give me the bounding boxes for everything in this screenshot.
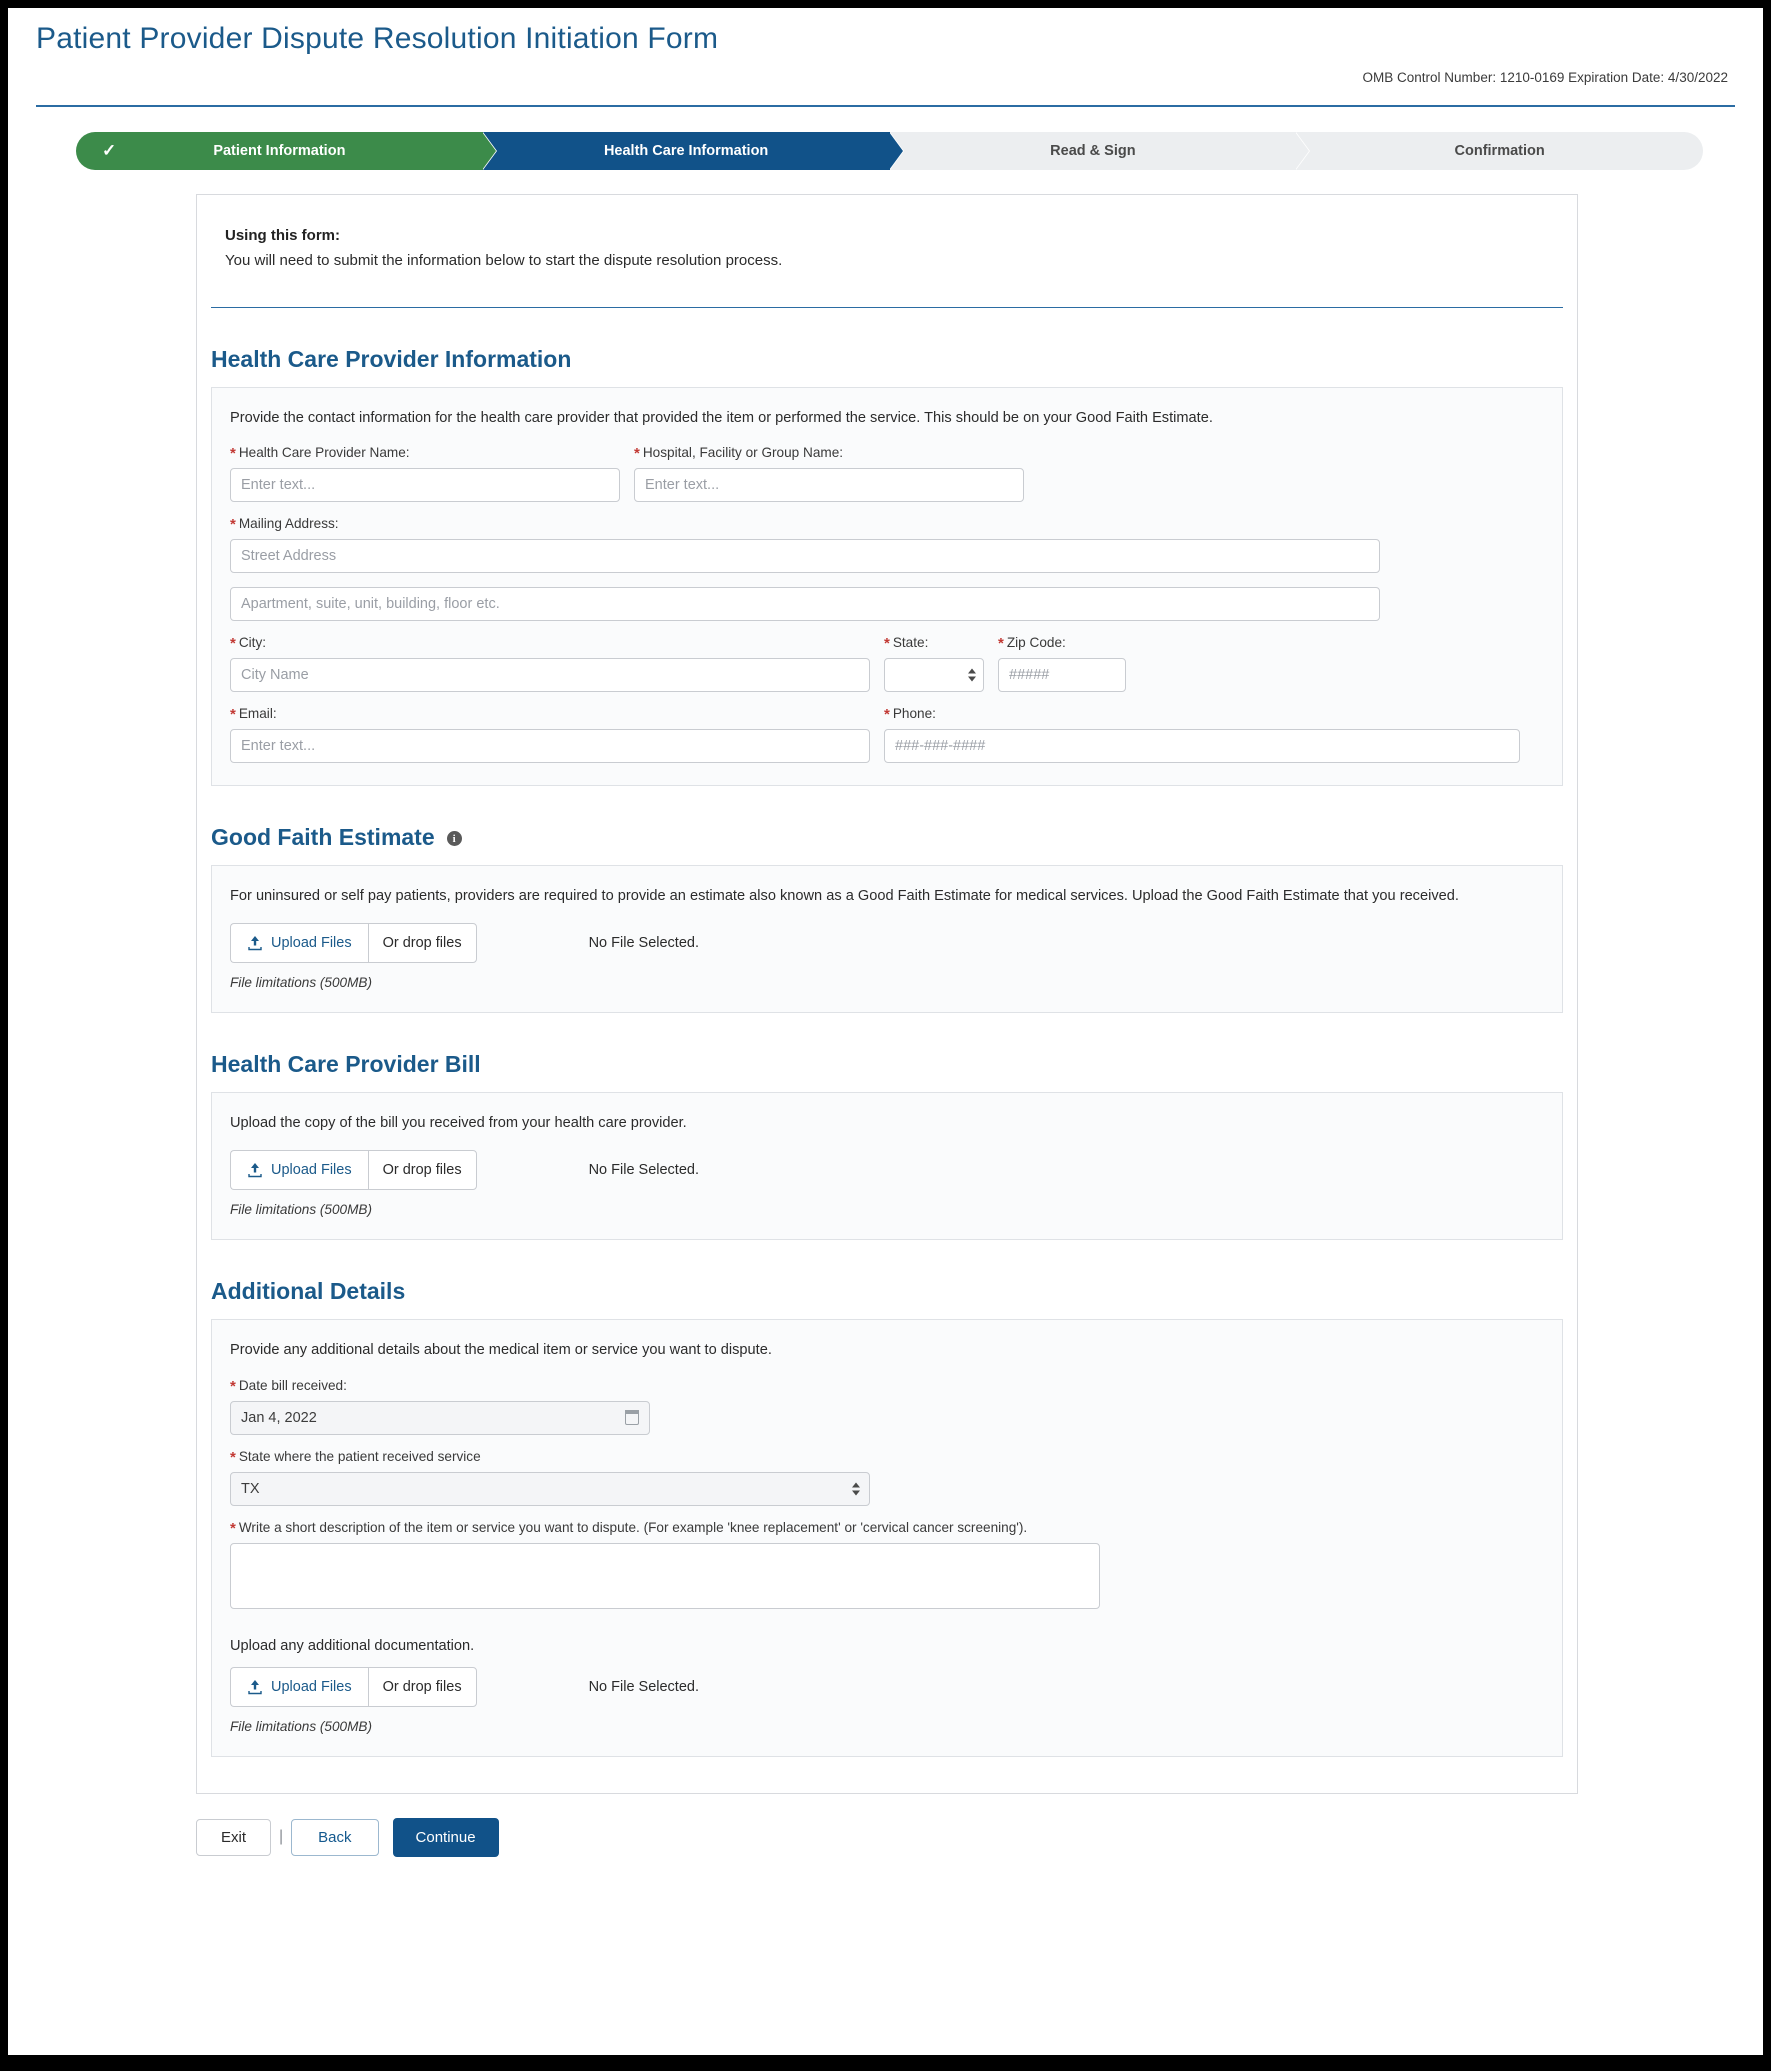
required-asterisk: *	[634, 445, 640, 463]
spinner-arrows-icon	[968, 669, 976, 682]
header-divider	[36, 105, 1735, 107]
provider-name-label: * Health Care Provider Name:	[230, 445, 410, 463]
section-title-provider-bill	[211, 1051, 1577, 1078]
email-input[interactable]	[230, 729, 870, 763]
provider-bill-upload-button[interactable]	[230, 1150, 368, 1190]
additional-drop-label: Or drop files	[382, 1678, 462, 1695]
additional-details-panel	[211, 1319, 1563, 1756]
required-asterisk: *	[230, 516, 236, 534]
state-select[interactable]	[884, 658, 984, 692]
good-faith-no-file-text: No File Selected.	[588, 935, 699, 952]
additional-no-file-text: No File Selected.	[588, 1678, 699, 1695]
date-bill-received-label: * Date bill received:	[230, 1377, 347, 1395]
provider-bill-heading-text: Health Care Provider Bill	[211, 1051, 481, 1078]
required-asterisk: *	[230, 706, 236, 724]
provider-heading-text: Health Care Provider Information	[211, 346, 572, 372]
progress-step-confirmation[interactable]	[1296, 132, 1703, 170]
page-header	[8, 8, 1763, 95]
email-label: * Email:	[230, 706, 277, 724]
service-state-value: TX	[241, 1480, 260, 1497]
provider-bill-upload-row	[230, 1150, 1544, 1190]
provider-bill-file-limit: File limitations (500MB)	[230, 1202, 373, 1218]
footer-divider: |	[279, 1828, 284, 1846]
additional-details-description: Provide any additional details about the medical item or service you want to dispute.	[230, 1342, 772, 1359]
zip-input[interactable]	[998, 658, 1126, 692]
required-asterisk: *	[230, 1519, 236, 1537]
street-address-input[interactable]	[230, 539, 1380, 573]
required-asterisk: *	[998, 635, 1004, 653]
phone-label: * Phone:	[884, 706, 936, 724]
good-faith-upload-row	[230, 923, 1544, 963]
service-state-label: * State where the patient received service	[230, 1448, 481, 1466]
section-title-provider-information	[211, 346, 1577, 373]
upload-icon	[247, 1679, 263, 1695]
phone-input[interactable]	[884, 729, 1520, 763]
info-icon[interactable]: i	[447, 831, 462, 846]
good-faith-drop-label: Or drop files	[382, 935, 462, 952]
additional-upload-intro: Upload any additional documentation.	[230, 1637, 475, 1654]
dispute-description-textarea[interactable]	[230, 1543, 1100, 1609]
good-faith-panel	[211, 865, 1563, 1013]
intro-divider	[211, 307, 1563, 308]
good-faith-heading-text: Good Faith Estimate	[211, 824, 435, 851]
using-this-form-text: You will need to submit the information below to start the dispute resolution process.	[225, 252, 783, 269]
date-bill-received-input[interactable]	[230, 1401, 650, 1435]
additional-details-heading-text: Additional Details	[211, 1278, 406, 1305]
progress-step-label: Patient Information	[213, 143, 346, 159]
additional-upload-label: Upload Files	[271, 1678, 352, 1695]
additional-upload-row	[230, 1667, 1544, 1707]
city-label: * City:	[230, 635, 267, 653]
provider-information-panel	[211, 387, 1563, 786]
service-state-select[interactable]	[230, 1472, 870, 1506]
provider-bill-upload-label: Upload Files	[271, 1162, 352, 1179]
required-asterisk: *	[230, 1448, 236, 1466]
facility-name-input[interactable]	[634, 468, 1024, 502]
state-label: * State:	[884, 635, 929, 653]
progress-step-label: Confirmation	[1454, 143, 1545, 159]
progress-step-label: Read & Sign	[1050, 143, 1136, 159]
zip-label: * Zip Code:	[998, 635, 1066, 653]
required-asterisk: *	[230, 1377, 236, 1395]
using-this-form-title: Using this form:	[225, 227, 340, 244]
provider-bill-description: Upload the copy of the bill you received from your health care provider.	[230, 1115, 687, 1132]
progress-indicator	[76, 132, 1703, 170]
provider-bill-drop-area[interactable]	[368, 1150, 477, 1190]
progress-step-read-and-sign[interactable]	[890, 132, 1297, 170]
provider-bill-drop-label: Or drop files	[382, 1162, 462, 1179]
additional-file-limit: File limitations (500MB)	[230, 1718, 373, 1734]
provider-bill-upload-box	[230, 1150, 477, 1190]
provider-name-input[interactable]	[230, 468, 620, 502]
provider-bill-panel	[211, 1092, 1563, 1240]
good-faith-description: For uninsured or self pay patients, providers are required to provide an estimate also known as a Good Faith Estimate for medical services. Upload the Good Faith Estimate that you received.	[230, 888, 1459, 905]
check-icon: ✓	[102, 141, 117, 160]
page-title: Patient Provider Dispute Resolution Initiation Form	[36, 22, 719, 55]
spinner-arrows-icon	[852, 1482, 860, 1495]
good-faith-file-limit: File limitations (500MB)	[230, 975, 373, 991]
provider-bill-no-file-text: No File Selected.	[588, 1162, 699, 1179]
good-faith-drop-area[interactable]	[368, 923, 477, 963]
progress-step-health-care-information[interactable]	[483, 132, 890, 170]
exit-button[interactable]: Exit	[196, 1819, 271, 1856]
mailing-address-label: * Mailing Address:	[230, 516, 339, 534]
provider-description: Provide the contact information for the health care provider that provided the item or performed the service. This should be on your Good Faith Estimate.	[230, 410, 1213, 426]
required-asterisk: *	[884, 706, 890, 724]
form-page	[8, 8, 1763, 2055]
city-input[interactable]	[230, 658, 870, 692]
required-asterisk: *	[230, 635, 236, 653]
section-title-additional-details	[211, 1278, 1577, 1305]
additional-upload-box	[230, 1667, 477, 1707]
apartment-input[interactable]	[230, 587, 1380, 621]
back-button[interactable]: Back	[291, 1819, 378, 1856]
facility-name-label: * Hospital, Facility or Group Name:	[634, 445, 844, 463]
calendar-icon[interactable]	[625, 1411, 639, 1425]
form-card	[196, 194, 1578, 1794]
date-bill-received-value: Jan 4, 2022	[241, 1409, 317, 1426]
additional-upload-button[interactable]	[230, 1667, 368, 1707]
omb-control-text: OMB Control Number: 1210-0169 Expiration Date: 4/30/2022	[1362, 70, 1728, 85]
progress-step-label: Health Care Information	[603, 143, 769, 159]
continue-button[interactable]: Continue	[393, 1818, 499, 1857]
required-asterisk: *	[230, 445, 236, 463]
upload-icon	[247, 935, 263, 951]
dispute-description-label: * Write a short description of the item or service you want to dispute. (For example 'knee replacement' or 'cervical cancer screening').	[230, 1519, 1028, 1537]
upload-icon	[247, 1162, 263, 1178]
good-faith-upload-label: Upload Files	[271, 935, 352, 952]
good-faith-upload-box	[230, 923, 477, 963]
progress-step-patient-information[interactable]	[76, 132, 483, 170]
form-footer	[196, 1818, 1763, 1857]
section-title-good-faith-estimate	[211, 824, 1577, 851]
required-asterisk: *	[884, 635, 890, 653]
additional-drop-area[interactable]	[368, 1667, 477, 1707]
good-faith-upload-button[interactable]	[230, 923, 368, 963]
